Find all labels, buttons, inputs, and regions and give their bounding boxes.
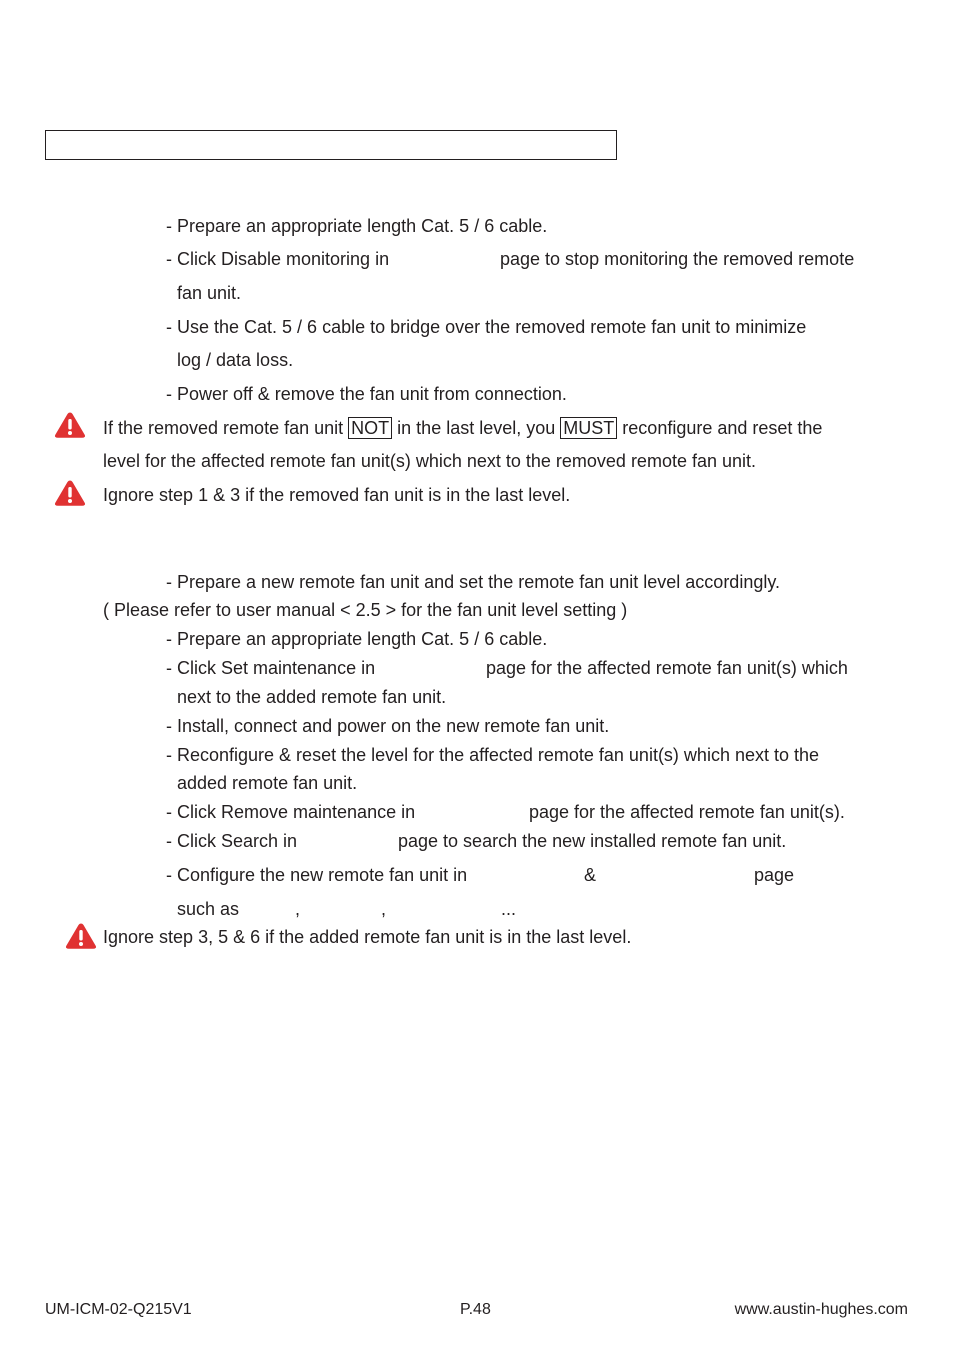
remove-step-2-cont: page to stop monitoring the removed remote xyxy=(500,249,855,269)
remove-step-3: - Use the Cat. 5 / 6 cable to bridge over the removed remote fan unit to minimize xyxy=(166,317,807,337)
remove-note-1 xyxy=(103,419,822,437)
add-step-8-ampersand: & xyxy=(584,865,597,885)
add-note: Ignore step 3, 5 & 6 if the added remote fan unit is in the last level. xyxy=(103,927,632,947)
add-step-1: - Prepare a new remote fan unit and set the remote fan unit level accordingly. xyxy=(166,572,781,592)
add-step-3: - Click Set maintenance in xyxy=(166,658,376,678)
remove-note-1-wrap: level for the affected remote fan unit(s) which next to the removed remote fan unit. xyxy=(103,451,757,471)
add-step-6: - Click Remove maintenance in xyxy=(166,802,416,822)
footer-page-number: P.48 xyxy=(460,1301,491,1318)
add-step-6-cont: page for the affected remote fan unit(s). xyxy=(529,802,845,822)
remove-note-1-text-2: in the last level, you xyxy=(397,418,556,438)
remove-step-2-wrap: fan unit. xyxy=(177,283,242,303)
footer-website: www.austin-hughes.com xyxy=(734,1301,908,1318)
must-emphasis: MUST xyxy=(560,417,617,439)
not-emphasis: NOT xyxy=(348,417,392,439)
add-step-8-page: page xyxy=(754,865,795,885)
warning-triangle-icon xyxy=(54,411,86,439)
remove-step-3-wrap: log / data loss. xyxy=(177,350,294,370)
remove-note-1-text: If the removed remote fan unit xyxy=(103,418,344,438)
add-step-8-comma-1: , xyxy=(295,899,301,919)
add-step-8-such-as: such as xyxy=(177,899,240,919)
add-step-2: - Prepare an appropriate length Cat. 5 / 6 cable. xyxy=(166,629,548,649)
add-step-4: - Install, connect and power on the new remote fan unit. xyxy=(166,716,610,736)
remove-step-1: - Prepare an appropriate length Cat. 5 / 6 cable. xyxy=(166,216,548,236)
warning-triangle-icon xyxy=(54,479,86,507)
remove-note-1-text-3: reconfigure and reset the xyxy=(622,418,823,438)
remove-step-2: - Click Disable monitoring in xyxy=(166,249,390,269)
add-step-1-reference: ( Please refer to user manual < 2.5 > for the fan unit level setting ) xyxy=(103,600,628,620)
add-step-5: - Reconfigure & reset the level for the affected remote fan unit(s) which next to the xyxy=(166,745,820,765)
add-step-8-ellipsis: ... xyxy=(501,899,517,919)
add-step-3-cont: page for the affected remote fan unit(s) which xyxy=(486,658,848,678)
warning-triangle-icon xyxy=(65,922,97,950)
add-step-8-comma-2: , xyxy=(381,899,387,919)
add-step-7: - Click Search in xyxy=(166,831,298,851)
remove-step-4: - Power off & remove the fan unit from connection. xyxy=(166,384,567,404)
add-step-3-wrap: next to the added remote fan unit. xyxy=(177,687,447,707)
section-title-box xyxy=(45,130,617,160)
add-step-7-cont: page to search the new installed remote fan unit. xyxy=(398,831,787,851)
footer-doc-id: UM-ICM-02-Q215V1 xyxy=(45,1301,192,1318)
add-step-8: - Configure the new remote fan unit in xyxy=(166,865,468,885)
add-step-5-wrap: added remote fan unit. xyxy=(177,773,358,793)
remove-note-2: Ignore step 1 & 3 if the removed fan unit is in the last level. xyxy=(103,485,571,505)
